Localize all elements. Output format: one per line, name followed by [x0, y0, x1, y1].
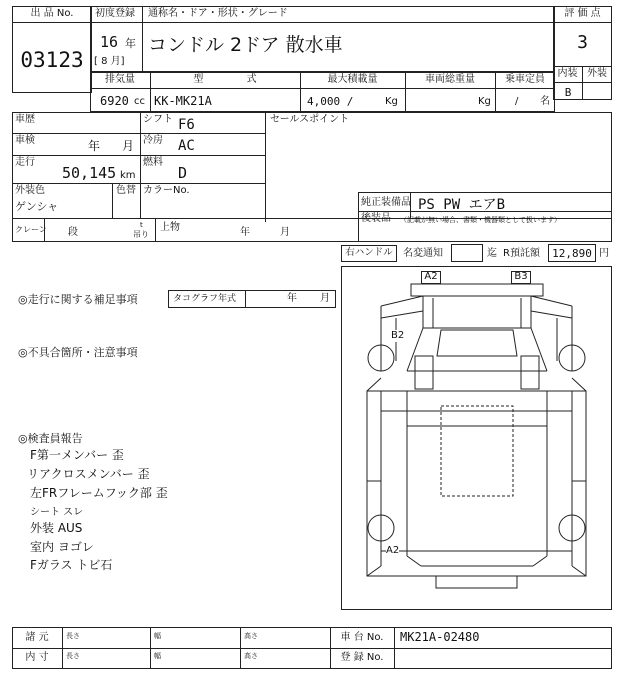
tacho-year-unit: 年 [287, 293, 297, 304]
upper-label: 上物 [160, 222, 180, 233]
score-label: 評 価 点 [564, 8, 601, 19]
damage-mark-label: A2 [424, 271, 438, 282]
exterior-label: 外装 [587, 68, 607, 79]
color-no-label: カラーNo. [143, 185, 190, 196]
ac-label: 冷房 [143, 135, 163, 146]
name-change-box [451, 244, 483, 262]
color-change-label: 色替 [116, 185, 136, 196]
inspection-label: 車検 [15, 135, 35, 146]
deposit: 12,890 [552, 247, 592, 260]
upper-year-unit: 年 [240, 227, 250, 238]
interior-grade: B [564, 86, 572, 99]
yen-unit: 円 [599, 248, 609, 259]
inspector-line: シート スレ [30, 507, 84, 518]
equipment: PS PW エアB [418, 197, 506, 213]
height-label: 高さ [244, 632, 258, 640]
inspector-line: 外装 AUS [30, 521, 83, 535]
inspector-line: Fガラス トビ石 [30, 558, 113, 572]
damage-mark-label: B2 [391, 330, 405, 341]
inspection-year-unit: 年 [88, 139, 101, 153]
inner-size-row-label: 内 寸 [25, 652, 49, 663]
inspector-line: 左FRフレームフック部 歪 [30, 486, 168, 500]
handle: 右ハンドル [345, 247, 393, 258]
lot-no-label: 出 品 No. [30, 8, 74, 19]
damage-mark-label: B3 [514, 271, 528, 282]
mileage: 50,145 [62, 164, 117, 182]
aftermarket-label: 後装品 [361, 213, 391, 224]
year-unit: 年 [125, 37, 136, 50]
gross-weight-unit: Kg [478, 96, 491, 107]
capacity-unit: 名 [540, 96, 550, 107]
defects-label: ◎不具合箇所・注意事項 [18, 346, 138, 359]
selling-points-label: セールスポイント [270, 114, 350, 125]
inspection-month-unit: 月 [122, 139, 135, 153]
first-reg-month: [ 8 月] [94, 56, 125, 67]
name-change-label: 名変通知 [403, 248, 443, 259]
mileage-label: 走行 [15, 157, 35, 168]
displacement-unit: cc [134, 96, 145, 107]
first-reg-label: 初度登録 [95, 8, 135, 19]
fuel-label: 燃料 [143, 157, 163, 168]
tacho-month-unit: 月 [320, 293, 330, 304]
max-load-unit: Kg [385, 96, 398, 107]
tachograph-label: タコグラフ年式 [173, 294, 237, 304]
score: 3 [577, 32, 588, 53]
length-label: 長さ [66, 632, 80, 640]
shift: F6 [178, 117, 195, 133]
reg-label: 登 録 No. [340, 652, 384, 663]
mileage-check-prefix: 迄 [487, 248, 497, 259]
damage-mark-label: A2 [386, 545, 400, 556]
ext-color: ゲンシャ [15, 200, 59, 213]
max-load: 4,000 / [307, 95, 354, 108]
car-name: コンドル 2ドア 散水車 [148, 34, 343, 56]
gross-weight-label: 車両総重量 [425, 74, 475, 85]
inspector-line: リアクロスメンバー 歪 [27, 467, 150, 481]
shift-label: シフト [143, 114, 173, 125]
chassis-label: 車 台 No. [340, 632, 384, 643]
displacement-label: 排気量 [105, 74, 135, 85]
capacity-label: 乗車定員 [505, 74, 545, 85]
ext-color-label: 外装色 [15, 185, 45, 196]
first-reg-year: 16 [100, 33, 119, 51]
truck-top-view-diagram [341, 266, 612, 610]
interior-label: 内装 [557, 68, 578, 79]
supplement-label: ◎走行に関する補足事項 [18, 293, 138, 306]
inspector-line: F第一メンバー 歪 [30, 448, 124, 462]
history-label: 車歴 [15, 114, 35, 125]
inspector-label: ◎検査員報告 [18, 432, 83, 445]
stage-label: 段 [68, 227, 78, 238]
width-label: 幅 [154, 632, 161, 640]
max-load-label: 最大積載量 [327, 74, 378, 85]
chassis-no: MK21A-02480 [400, 630, 480, 644]
equipment-label: 純正装備品 [361, 197, 411, 208]
aftermarket-note: （記載が無い場合、書類・機器類として扱います） [400, 216, 561, 224]
displacement: 6920 [100, 94, 129, 108]
length-label: 長さ [66, 652, 80, 660]
lot-no: 03123 [20, 48, 84, 72]
width-label: 幅 [154, 652, 161, 660]
upper-month-unit: 月 [280, 227, 290, 238]
capacity: / [515, 96, 519, 107]
inspector-line: 室内 ヨゴレ [30, 540, 94, 554]
name-label: 通称名・ドア・形状・グレード [148, 8, 288, 19]
lift-label: 吊り [133, 230, 149, 239]
specs-row-label: 諸 元 [25, 632, 49, 643]
height-label: 高さ [244, 652, 258, 660]
mileage-unit: km [120, 170, 136, 181]
ac: AC [178, 138, 195, 154]
ton-label: t [140, 221, 143, 229]
model-label: 型 式 [193, 74, 257, 85]
model: KK-MK21A [154, 94, 212, 108]
fuel: D [178, 164, 188, 182]
mileage-check-label: R預託額 [503, 248, 540, 259]
crane-label: クレーン [15, 225, 47, 234]
